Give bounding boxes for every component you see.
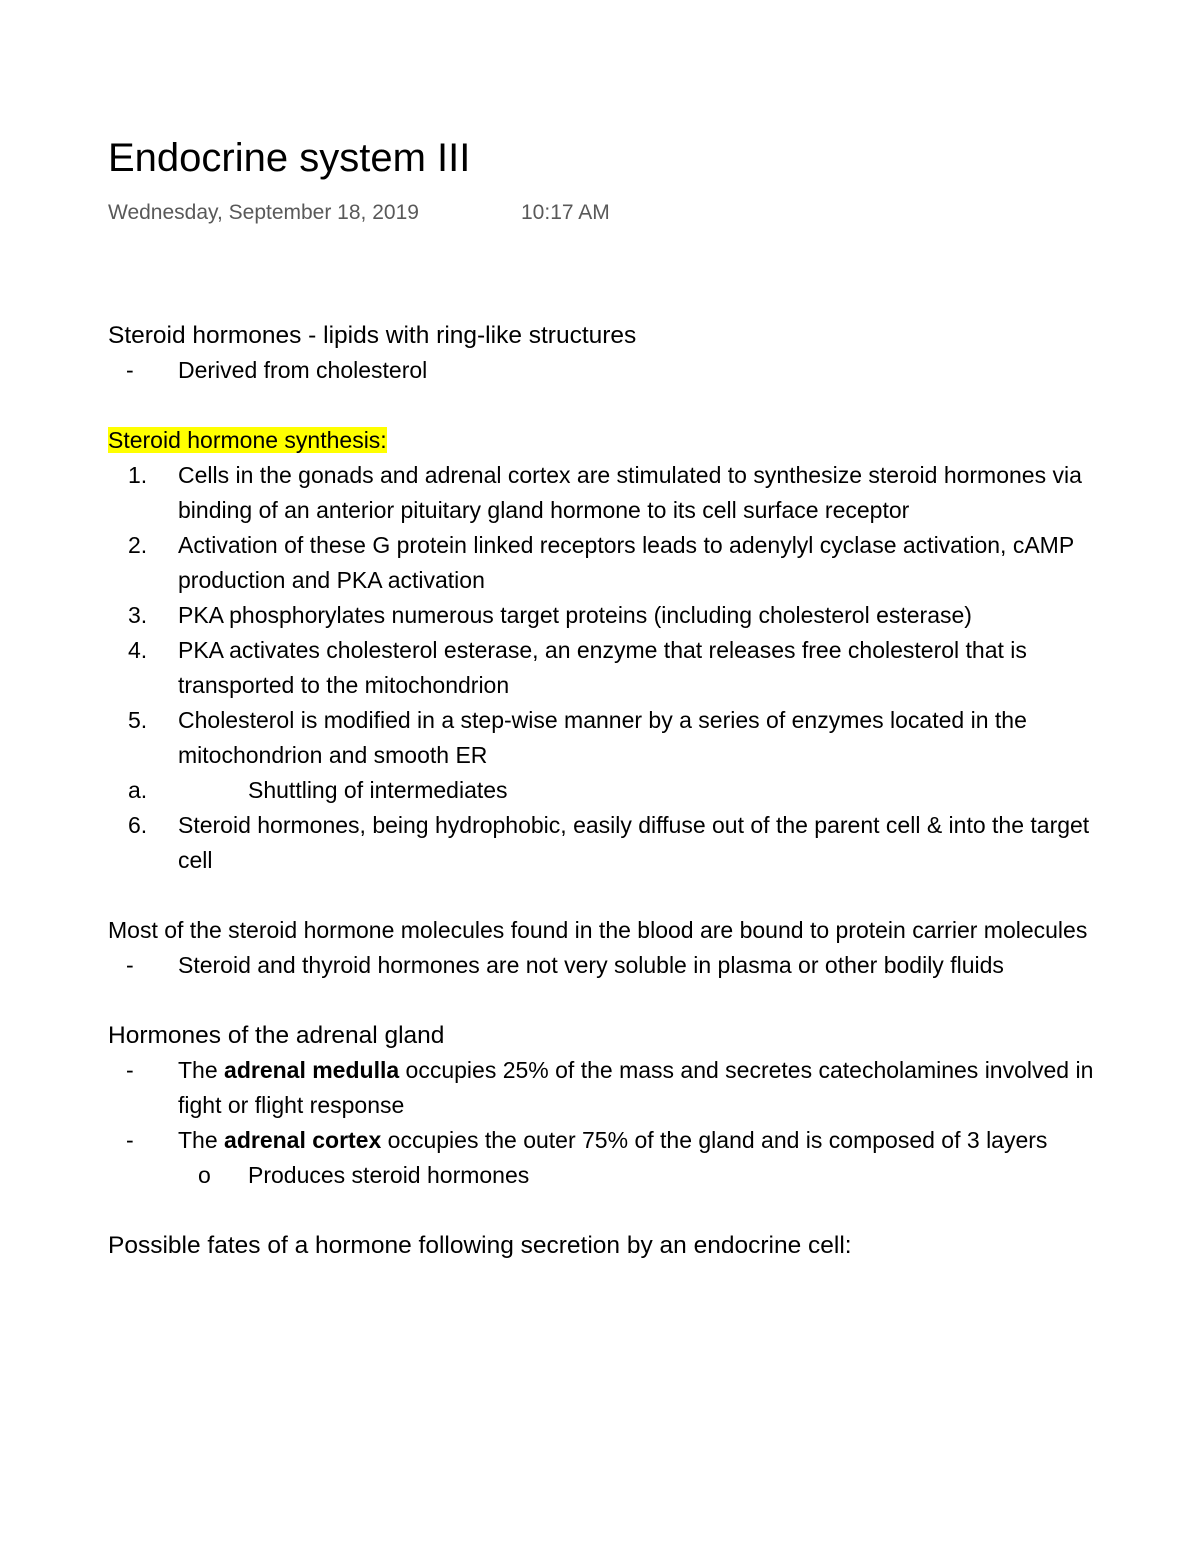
- note-content: [108, 318, 1118, 1263]
- list-number: 6.: [128, 812, 148, 838]
- list-item-text: PKA activates cholesterol esterase, an enzyme that releases free cholesterol that is transported to the mitochondrion: [178, 637, 1027, 698]
- steroid-heading: Steroid hormones - lipids with ring-like structures: [108, 322, 637, 349]
- list-item: [108, 633, 1118, 703]
- carrier-paragraph: Most of the steroid hormone molecules found in the blood are bound to protein carrier molecules: [108, 917, 1088, 943]
- list-subitem: [108, 1158, 1118, 1193]
- page-date: Wednesday, September 18, 2019: [108, 201, 419, 224]
- list-item-text: Steroid and thyroid hormones are not very soluble in plasma or other bodily fluids: [178, 952, 1004, 978]
- list-number: 3.: [128, 602, 148, 628]
- bold-term: adrenal medulla: [224, 1057, 400, 1083]
- list-item: [108, 1053, 1118, 1123]
- list-item-text: Steroid hormones, being hydrophobic, easily diffuse out of the parent cell & into the target cell: [178, 812, 1090, 873]
- list-number: 2.: [128, 532, 148, 558]
- synthesis-steps: [108, 458, 1118, 878]
- list-item-text: PKA phosphorylates numerous target proteins (including cholesterol esterase): [178, 602, 972, 628]
- adrenal-heading: Hormones of the adrenal gland: [108, 1022, 445, 1049]
- list-item-text: Produces steroid hormones: [248, 1162, 530, 1188]
- dash-marker: -: [126, 357, 134, 383]
- page-meta: [108, 199, 610, 227]
- circle-marker: o: [198, 1162, 211, 1188]
- list-item-text: Shuttling of intermediates: [248, 777, 508, 803]
- list-item: [108, 948, 1118, 983]
- list-item: [108, 458, 1118, 528]
- adrenal-bullets: [108, 1053, 1118, 1193]
- list-item-text: The adrenal cortex occupies the outer 75% of the gland and is composed of 3 layers: [178, 1127, 1048, 1153]
- list-item-text: Cholesterol is modified in a step-wise manner by a series of enzymes located in the mitochondrion and smooth ER: [178, 707, 1027, 768]
- list-item-text: Activation of these G protein linked receptors leads to adenylyl cyclase activation, cAMP production and PKA activation: [178, 532, 1074, 593]
- dash-marker: -: [126, 1057, 134, 1083]
- list-subitem: [108, 773, 1118, 808]
- list-item: [108, 353, 1118, 388]
- list-item: [108, 598, 1118, 633]
- list-item: [108, 808, 1118, 878]
- fates-heading: Possible fates of a hormone following secretion by an endocrine cell:: [108, 1232, 852, 1259]
- highlighted-text: Steroid hormone synthesis:: [108, 427, 387, 453]
- list-item: [108, 1123, 1118, 1158]
- list-item: [108, 528, 1118, 598]
- dash-marker: -: [126, 952, 134, 978]
- bold-term: adrenal cortex: [224, 1127, 382, 1153]
- carrier-bullets: [108, 948, 1118, 983]
- list-letter: a.: [128, 777, 148, 803]
- dash-marker: -: [126, 1127, 134, 1153]
- page-time: 10:17 AM: [521, 201, 610, 224]
- list-item-text: The adrenal medulla occupies 25% of the mass and secretes catecholamines involved in fight or flight response: [178, 1057, 1094, 1118]
- list-item-text: Cells in the gonads and adrenal cortex are stimulated to synthesize steroid hormones via binding of an anterior pituitary gland hormone to its cell surface receptor: [178, 462, 1082, 523]
- page-title: Endocrine system III: [108, 136, 471, 180]
- list-number: 1.: [128, 462, 148, 488]
- steroid-bullets: [108, 353, 1118, 388]
- list-item: [108, 703, 1118, 773]
- list-number: 5.: [128, 707, 148, 733]
- synthesis-heading: [108, 423, 1118, 458]
- list-number: 4.: [128, 637, 148, 663]
- list-item-text: Derived from cholesterol: [178, 357, 428, 383]
